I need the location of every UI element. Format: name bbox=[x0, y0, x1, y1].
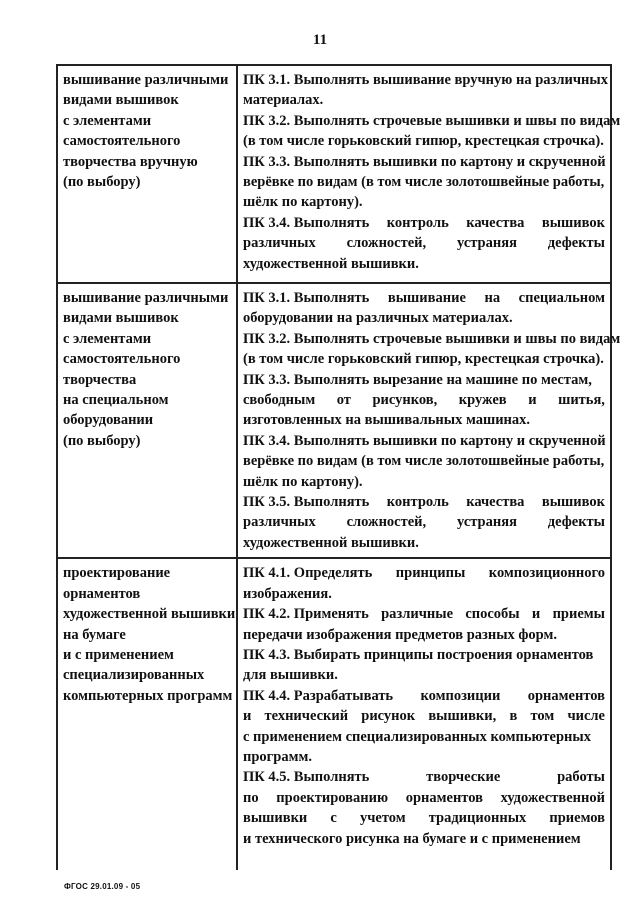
competency-line-segment: технический bbox=[264, 708, 349, 725]
competency-line-segment: композиции bbox=[420, 687, 501, 704]
activity-line: творчества bbox=[63, 371, 137, 388]
competency-line: ПК 3.2. Выполнять строчевые вышивки и швы по видам bbox=[243, 330, 621, 347]
competency-line bbox=[243, 512, 605, 532]
competency-line: ПК 3.2. Выполнять строчевые вышивки и швы по видам bbox=[243, 112, 621, 129]
activity-line: на специальном bbox=[63, 392, 169, 409]
activity-line: с элементами bbox=[63, 330, 152, 347]
competency-line-segment: различные bbox=[381, 606, 454, 623]
competency-line-segment: ПК 4.4. Разрабатывать bbox=[243, 687, 394, 704]
table-row bbox=[57, 65, 611, 283]
activity-line: компьютерных программ bbox=[63, 687, 233, 704]
competency-line-segment: вышивок bbox=[541, 494, 605, 511]
competency-line bbox=[243, 604, 605, 624]
competency-line: шёлк по картону). bbox=[243, 194, 363, 211]
competency-line-segment: том bbox=[530, 708, 555, 725]
competency-line-segment: и bbox=[243, 708, 252, 725]
competency-line-segment: рисунков, bbox=[372, 392, 438, 409]
competency-line: ПК 3.1. Выполнять вышивание вручную на различных bbox=[243, 72, 608, 88]
activity-line: и с применением bbox=[63, 646, 174, 663]
table-body bbox=[57, 65, 621, 870]
competency-line-segment: ПК 4.5. Выполнять bbox=[243, 769, 370, 786]
competency-line-segment: устраняя bbox=[457, 235, 517, 252]
activity-line: художественной вышивки bbox=[63, 606, 236, 623]
activity-line: специализированных bbox=[63, 667, 205, 684]
competency-line-segment: кружев bbox=[458, 392, 507, 409]
competency-line: ПК 3.4. Выполнять вышивки по картону и скрученной bbox=[243, 432, 606, 449]
competency-line bbox=[243, 767, 605, 787]
competency-line-segment: художественной bbox=[500, 789, 605, 806]
competency-line-segment: вышивки bbox=[243, 810, 308, 827]
competency-line: материалах. bbox=[243, 92, 324, 109]
competency-line: с применением специализированных компьютерных bbox=[243, 728, 591, 745]
competency-line-segment: ПК 3.5. Выполнять bbox=[243, 494, 370, 511]
document-code: ФГОС 29.01.09 - 05 bbox=[64, 882, 141, 891]
competency-line-segment: различных bbox=[243, 514, 316, 531]
competency-line bbox=[243, 213, 605, 233]
page-number: 11 bbox=[312, 32, 328, 48]
competency-line: верёвке по видам (в том числе золотошвейные работы, bbox=[243, 174, 605, 191]
competency-line bbox=[243, 686, 605, 706]
competency-line-segment: контроль bbox=[386, 494, 449, 511]
activity-line: видами вышивок bbox=[63, 92, 179, 109]
competency-line-segment: и bbox=[531, 606, 541, 623]
competency-cell bbox=[237, 283, 621, 558]
competency-line-segment: ПК 4.1. Определять bbox=[243, 565, 373, 582]
competency-line-segment: в bbox=[509, 708, 518, 725]
competency-line-segment: орнаментов bbox=[527, 687, 605, 704]
competency-line-segment: шитья, bbox=[558, 392, 605, 409]
competency-line-segment: различных bbox=[243, 235, 316, 252]
competency-line-segment: принципы bbox=[395, 565, 466, 582]
competency-line bbox=[243, 788, 605, 808]
competency-line: ПК 3.3. Выполнять вырезание на машине по местам, bbox=[243, 371, 592, 388]
competency-line-segment: учетом bbox=[359, 810, 406, 827]
competency-line-segment: дефекты bbox=[547, 235, 605, 252]
competency-cell bbox=[237, 558, 611, 870]
competency-line bbox=[243, 233, 605, 253]
activity-cell bbox=[57, 558, 237, 870]
competency-line-segment: вышивание bbox=[387, 290, 466, 306]
competency-line bbox=[243, 288, 605, 308]
competency-line: программ. bbox=[243, 748, 312, 765]
competency-line-segment: приемы bbox=[552, 606, 605, 623]
competency-line: ПК 3.3. Выполнять вышивки по картону и скрученной bbox=[243, 153, 606, 170]
competency-line-segment: рисунок bbox=[361, 708, 416, 725]
competency-line-segment: ПК 3.4. Выполнять bbox=[243, 214, 370, 231]
competency-line-segment: по bbox=[243, 789, 259, 806]
competency-line-segment: числе bbox=[567, 708, 605, 725]
competency-line-segment: качества bbox=[466, 494, 525, 511]
competency-line bbox=[243, 808, 605, 828]
competency-line: (в том числе горьковский гипюр, крестецкая строчка). bbox=[243, 351, 604, 368]
competency-line bbox=[243, 706, 605, 726]
activity-line: с элементами bbox=[63, 112, 152, 129]
activity-line: вышивание различными bbox=[63, 72, 229, 88]
competency-cell bbox=[237, 65, 621, 283]
competency-line bbox=[243, 492, 605, 512]
competency-line: изображения. bbox=[243, 585, 332, 602]
competency-line: шёлк по картону). bbox=[243, 473, 363, 490]
activity-line: на бумаге bbox=[63, 626, 126, 643]
activity-cell bbox=[57, 65, 237, 283]
competency-line-segment: качества bbox=[466, 214, 525, 231]
activity-line: самостоятельного bbox=[63, 133, 181, 150]
competency-line-segment: контроль bbox=[386, 214, 449, 231]
competency-line-segment: работы bbox=[557, 769, 605, 786]
competency-line-segment: вышивки, bbox=[428, 708, 497, 725]
competency-line-segment: приемов bbox=[549, 810, 605, 827]
competency-line-segment: на bbox=[484, 290, 501, 306]
competency-line: и технического рисунка на бумаге и с применением bbox=[243, 830, 581, 847]
competency-line: (в том числе горьковский гипюр, крестецкая строчка). bbox=[243, 133, 604, 150]
activity-line: проектирование bbox=[63, 565, 171, 582]
competency-line: оборудовании на различных материалах. bbox=[243, 310, 513, 327]
activity-line: (по выбору) bbox=[63, 432, 141, 449]
competency-line bbox=[243, 563, 605, 583]
competency-line-segment: специальном bbox=[518, 290, 605, 306]
competency-line-segment: вышивок bbox=[541, 214, 605, 231]
competency-line-segment: традиционных bbox=[428, 810, 527, 827]
competency-line-segment: сложностей, bbox=[346, 514, 427, 531]
competency-line: передачи изображения предметов разных форм. bbox=[243, 626, 558, 643]
competency-line-segment: творческие bbox=[426, 769, 501, 786]
competency-line-segment: ПК 3.1. Выполнять bbox=[243, 290, 370, 306]
competency-line-segment: от bbox=[336, 392, 351, 409]
competency-line bbox=[243, 390, 605, 410]
competency-line: для вышивки. bbox=[243, 667, 338, 684]
competency-line: ПК 4.3. Выбирать принципы построения орнаментов bbox=[243, 646, 594, 663]
activity-cell bbox=[57, 283, 237, 558]
competency-line-segment: композиционного bbox=[488, 565, 605, 582]
competency-line: верёвке по видам (в том числе золотошвейные работы, bbox=[243, 453, 605, 470]
competency-table bbox=[56, 64, 621, 870]
activity-line: орнаментов bbox=[63, 585, 141, 602]
activity-line: самостоятельного bbox=[63, 351, 181, 368]
competency-line-segment: свободным bbox=[243, 392, 316, 409]
competency-line-segment: устраняя bbox=[457, 514, 517, 531]
activity-line: (по выбору) bbox=[63, 174, 141, 191]
competency-line: художественной вышивки. bbox=[243, 534, 419, 551]
competency-line-segment: орнаментов bbox=[405, 789, 483, 806]
competency-line-segment: ПК 4.2. Применять bbox=[243, 606, 369, 623]
competency-line-segment: проектированию bbox=[276, 789, 389, 806]
table-row bbox=[57, 283, 611, 558]
activity-line: вышивание различными bbox=[63, 290, 229, 306]
competency-line-segment: и bbox=[528, 392, 537, 409]
competency-line-segment: с bbox=[330, 810, 337, 827]
competency-line-segment: дефекты bbox=[547, 514, 605, 531]
activity-line: видами вышивок bbox=[63, 310, 179, 327]
competency-line-segment: способы bbox=[465, 606, 520, 623]
competency-line: изготовленных на вышивальных машинах. bbox=[243, 412, 531, 429]
competency-line: художественной вышивки. bbox=[243, 255, 419, 272]
table-row bbox=[57, 558, 611, 870]
competency-line-segment: сложностей, bbox=[346, 235, 427, 252]
activity-line: оборудовании bbox=[63, 412, 154, 429]
activity-line: творчества вручную bbox=[63, 153, 198, 170]
